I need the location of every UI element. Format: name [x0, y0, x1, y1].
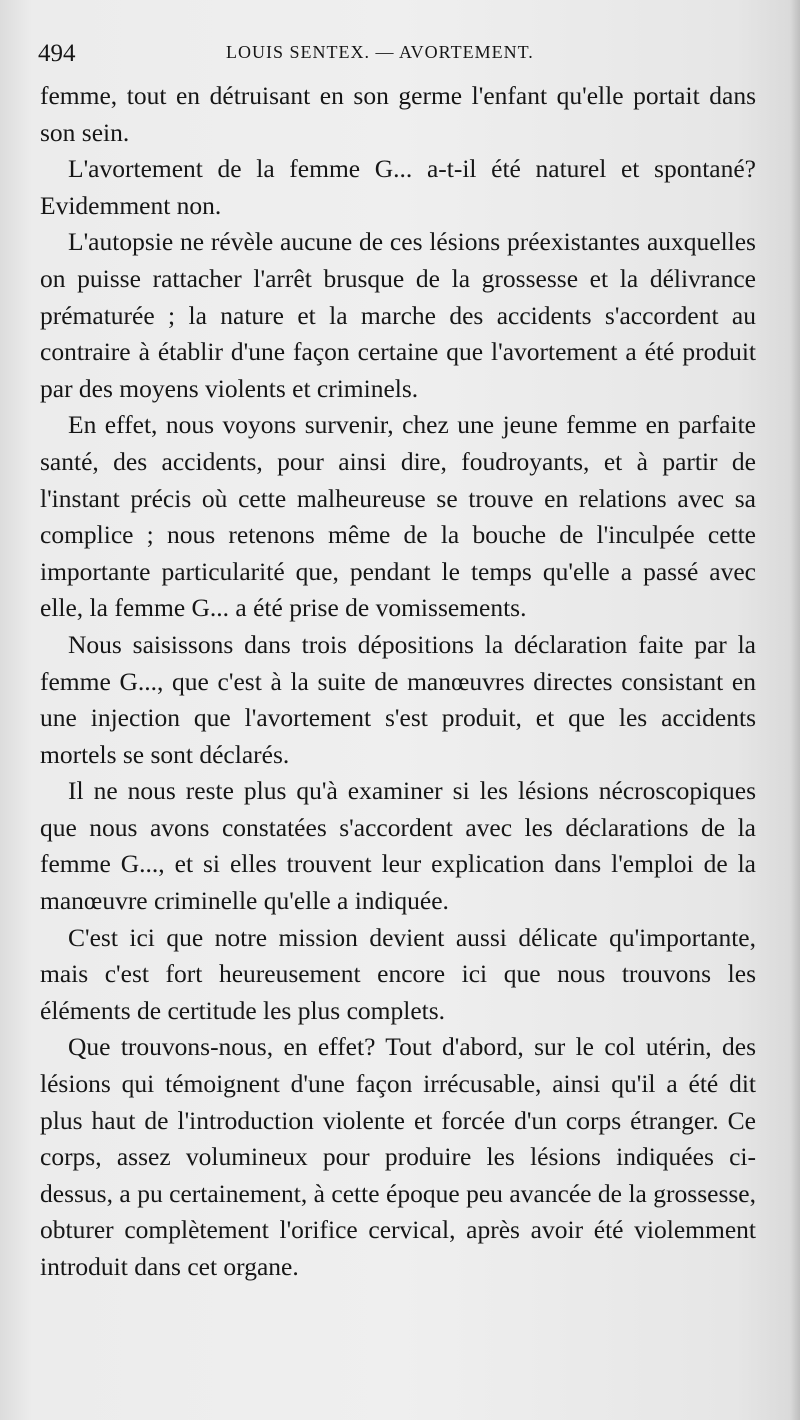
paragraph: C'est ici que notre mission devient aussi délicate qu'importante, mais c'est fort heureusement encore ici que nous trouvons les éléments de certitude les plus complets. — [40, 922, 756, 1025]
paragraph-continuation: femme, tout en détruisant en son germe l'enfant qu'elle portait dans son sein. — [40, 81, 756, 147]
paragraph: Il ne nous reste plus qu'à examiner si les lésions nécroscopiques que nous avons constatées s'accordent avec les déclarations de la femme G..., et si elles trouvent leur explication dans l'emploi de la manœuvre criminelle qu'elle a indiquée. — [40, 776, 756, 916]
paragraph: En effet, nous voyons survenir, chez une jeune femme en parfaite santé, des accidents, pour ainsi dire, foudroyants, et à partir de l'instant précis où cette malheureuse se trouve en relations avec sa complice ; nous retenons même de la bouche de l'inculpée cette importante particularité que, pendant le temps qu'elle a passé avec elle, la femme G... a été prise de vomissements. — [40, 410, 756, 623]
paragraph: L'avortement de la femme G... a-t-il été naturel et spontané? Evidemment non. — [40, 154, 756, 220]
page-header — [38, 38, 760, 78]
body-text — [40, 78, 756, 1286]
paragraph: L'autopsie ne révèle aucune de ces lésions préexistantes auxquelles on puisse rattacher l'arrêt brusque de la grossesse et la délivrance prématurée ; la nature et la marche des accidents s'accordent au contraire à établir d'une façon certaine que l'avortement a été produit par des moyens violents et criminels. — [40, 227, 756, 403]
paragraph: Que trouvons-nous, en effet? Tout d'abord, sur le col utérin, des lésions qui témoignent d'une façon irrécusable, ainsi qu'il a été dit plus haut de l'introduction violente et forcée d'un corps étranger. Ce corps, assez volumineux pour produire les lésions indiquées ci-dessus, a pu certainement, à cette époque peu avancée de la grossesse, obturer complètement l'orifice cervical, après avoir été violemment introduit dans cet organe. — [40, 1032, 756, 1281]
paragraph: Nous saisissons dans trois dépositions la déclaration faite par la femme G..., que c'est à la suite de manœuvres directes consistant en une injection que l'avortement s'est produit, et que les accidents mortels se sont déclarés. — [40, 629, 756, 769]
page-edge-shadow — [790, 0, 800, 1420]
page-number: 494 — [38, 40, 76, 67]
running-head: LOUIS SENTEX. — AVORTEMENT. — [226, 42, 534, 62]
